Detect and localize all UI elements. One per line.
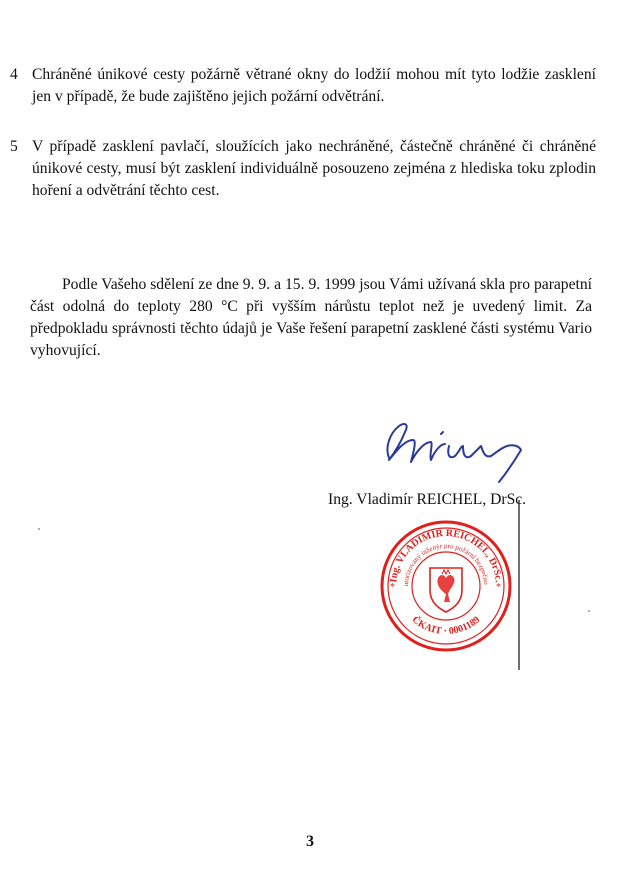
official-stamp — [378, 518, 514, 654]
svg-text:ČKAIT · 0001189: ČKAIT · 0001189 — [409, 614, 483, 638]
stamp-edge-line — [518, 500, 520, 670]
svg-text:Ing. VLADIMÍR REICHEL, DrSc.: Ing. VLADIMÍR REICHEL, DrSc. — [388, 527, 504, 584]
list-item-number: 5 — [10, 138, 18, 155]
list-item-4 — [8, 64, 596, 108]
body-paragraph: Podle Vašeho sdělení ze dne 9. 9. a 15. 9. 1999 jsou Vámi užívaná skla pro parapetní část odolná do teploty 280 °C při vyšším nárůstu teplot než je uvedený limit. Za předpokladu správnosti těchto údajů je Vaše řešení parapetní zasklené části systému Vario vyhovující. — [30, 275, 592, 359]
svg-text:*: * — [496, 582, 501, 593]
list-item-text: V případě zasklení pavlačí, sloužících jako nechráněné, částečně chráněné či chráněné únikové cesty, musí být zasklení individuálně posouzeno zejména z hlediska toku zplodin hoření a odvětrání těchto cest. — [32, 138, 596, 199]
svg-text:*: * — [390, 582, 395, 593]
list-item-number: 4 — [10, 66, 18, 83]
svg-text:autorizovaný inženýr pro požár: utorizovaný inženýr pro požární bezpečno — [401, 541, 491, 587]
page-number: 3 — [306, 833, 314, 850]
scan-speck — [588, 610, 590, 612]
signer-name: Ing. Vladimír REICHEL, DrSc. — [328, 491, 527, 508]
scan-speck — [38, 528, 40, 530]
handwritten-signature — [375, 410, 535, 485]
list-item-5 — [8, 136, 596, 202]
list-item-text: Chráněné únikové cesty požárně větrané okny do lodžií mohou mít tyto lodžie zasklení jen v případě, že bude zajištěno jejich požární odvětrání. — [32, 66, 596, 105]
